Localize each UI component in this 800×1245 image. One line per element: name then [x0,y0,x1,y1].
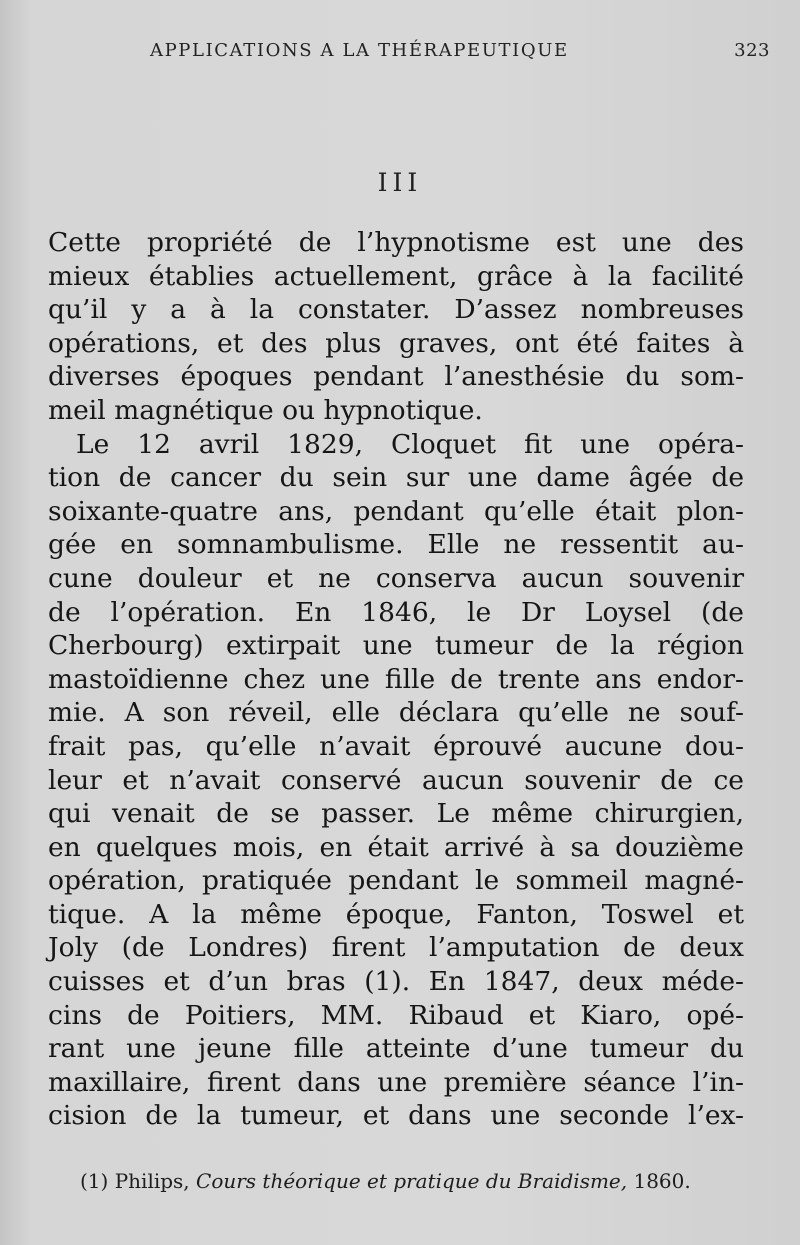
text-line: opérations, et des plus graves, ont été faites à [48,327,744,359]
text-line: Cette propriété de l’hypnotisme est une des [48,227,744,258]
footnote-author: Philips, [114,1169,190,1193]
text-line: opération, pratiquée pendant le sommeil magné- [48,865,744,897]
footnote [80,1167,760,1195]
text-line: soixante-quatre ans, pendant qu’elle était plon- [48,495,744,527]
text-line: mieux établies actuellement, grâce à la facilité [48,260,744,292]
text-line: cuisses et d’un bras (1). En 1847, deux méde- [48,966,744,998]
text-line: tion de cancer du sein sur une dame âgée de [48,462,744,494]
body-text [48,226,744,1133]
running-title: APPLICATIONS A LA THÉRAPEUTIQUE [150,40,569,61]
text-line: meil magnétique ou hypnotique. [48,394,483,426]
text-line: qu’il y a à la constater. D’assez nombreuses [48,294,744,326]
text-line: Joly (de Londres) firent l’amputation de deux [48,932,744,964]
text-line: cision de la tumeur, et dans une seconde l’ex- [48,1100,744,1132]
section-number: III [377,168,423,197]
text-line: diverses époques pendant l’anesthésie du som- [48,361,744,393]
page-header [150,40,770,70]
text-line: rant une jeune fille atteinte d’une tumeur du [48,1033,744,1065]
text-line: cins de Poitiers, MM. Ribaud et Kiaro, opé- [48,999,744,1031]
text-line: leur et n’avait conservé aucun souvenir de ce [48,764,744,796]
text-line: mastoïdienne chez une fille de trente ans endor- [48,663,744,695]
text-line: cune douleur et ne conserva aucun souvenir [48,562,744,594]
text-line: qui venait de se passer. Le même chirurgien, [48,798,744,830]
text-line: Cherbourg) extirpait une tumeur de la région [48,630,744,662]
text-line: gée en somnambulisme. Elle ne ressentit au- [48,529,744,561]
text-line: Le 12 avril 1829, Cloquet fit une opéra- [76,428,744,460]
page-number: 323 [734,40,770,61]
text-line: frait pas, qu’elle n’avait éprouvé aucune dou- [48,730,744,762]
footnote-mark: (1) [80,1169,109,1193]
text-line: en quelques mois, en était arrivé à sa douzième [48,831,744,863]
text-line: mie. A son réveil, elle déclara qu’elle ne souf- [48,697,744,729]
text-line: maxillaire, firent dans une première séance l’in- [48,1066,744,1098]
text-line: de l’opération. En 1846, le Dr Loysel (de [48,596,744,628]
footnote-year: 1860. [633,1169,691,1193]
footnote-title: Cours théorique et pratique du Braidisme, [196,1169,628,1193]
text-line: tique. A la même époque, Fanton, Toswel et [48,898,744,930]
